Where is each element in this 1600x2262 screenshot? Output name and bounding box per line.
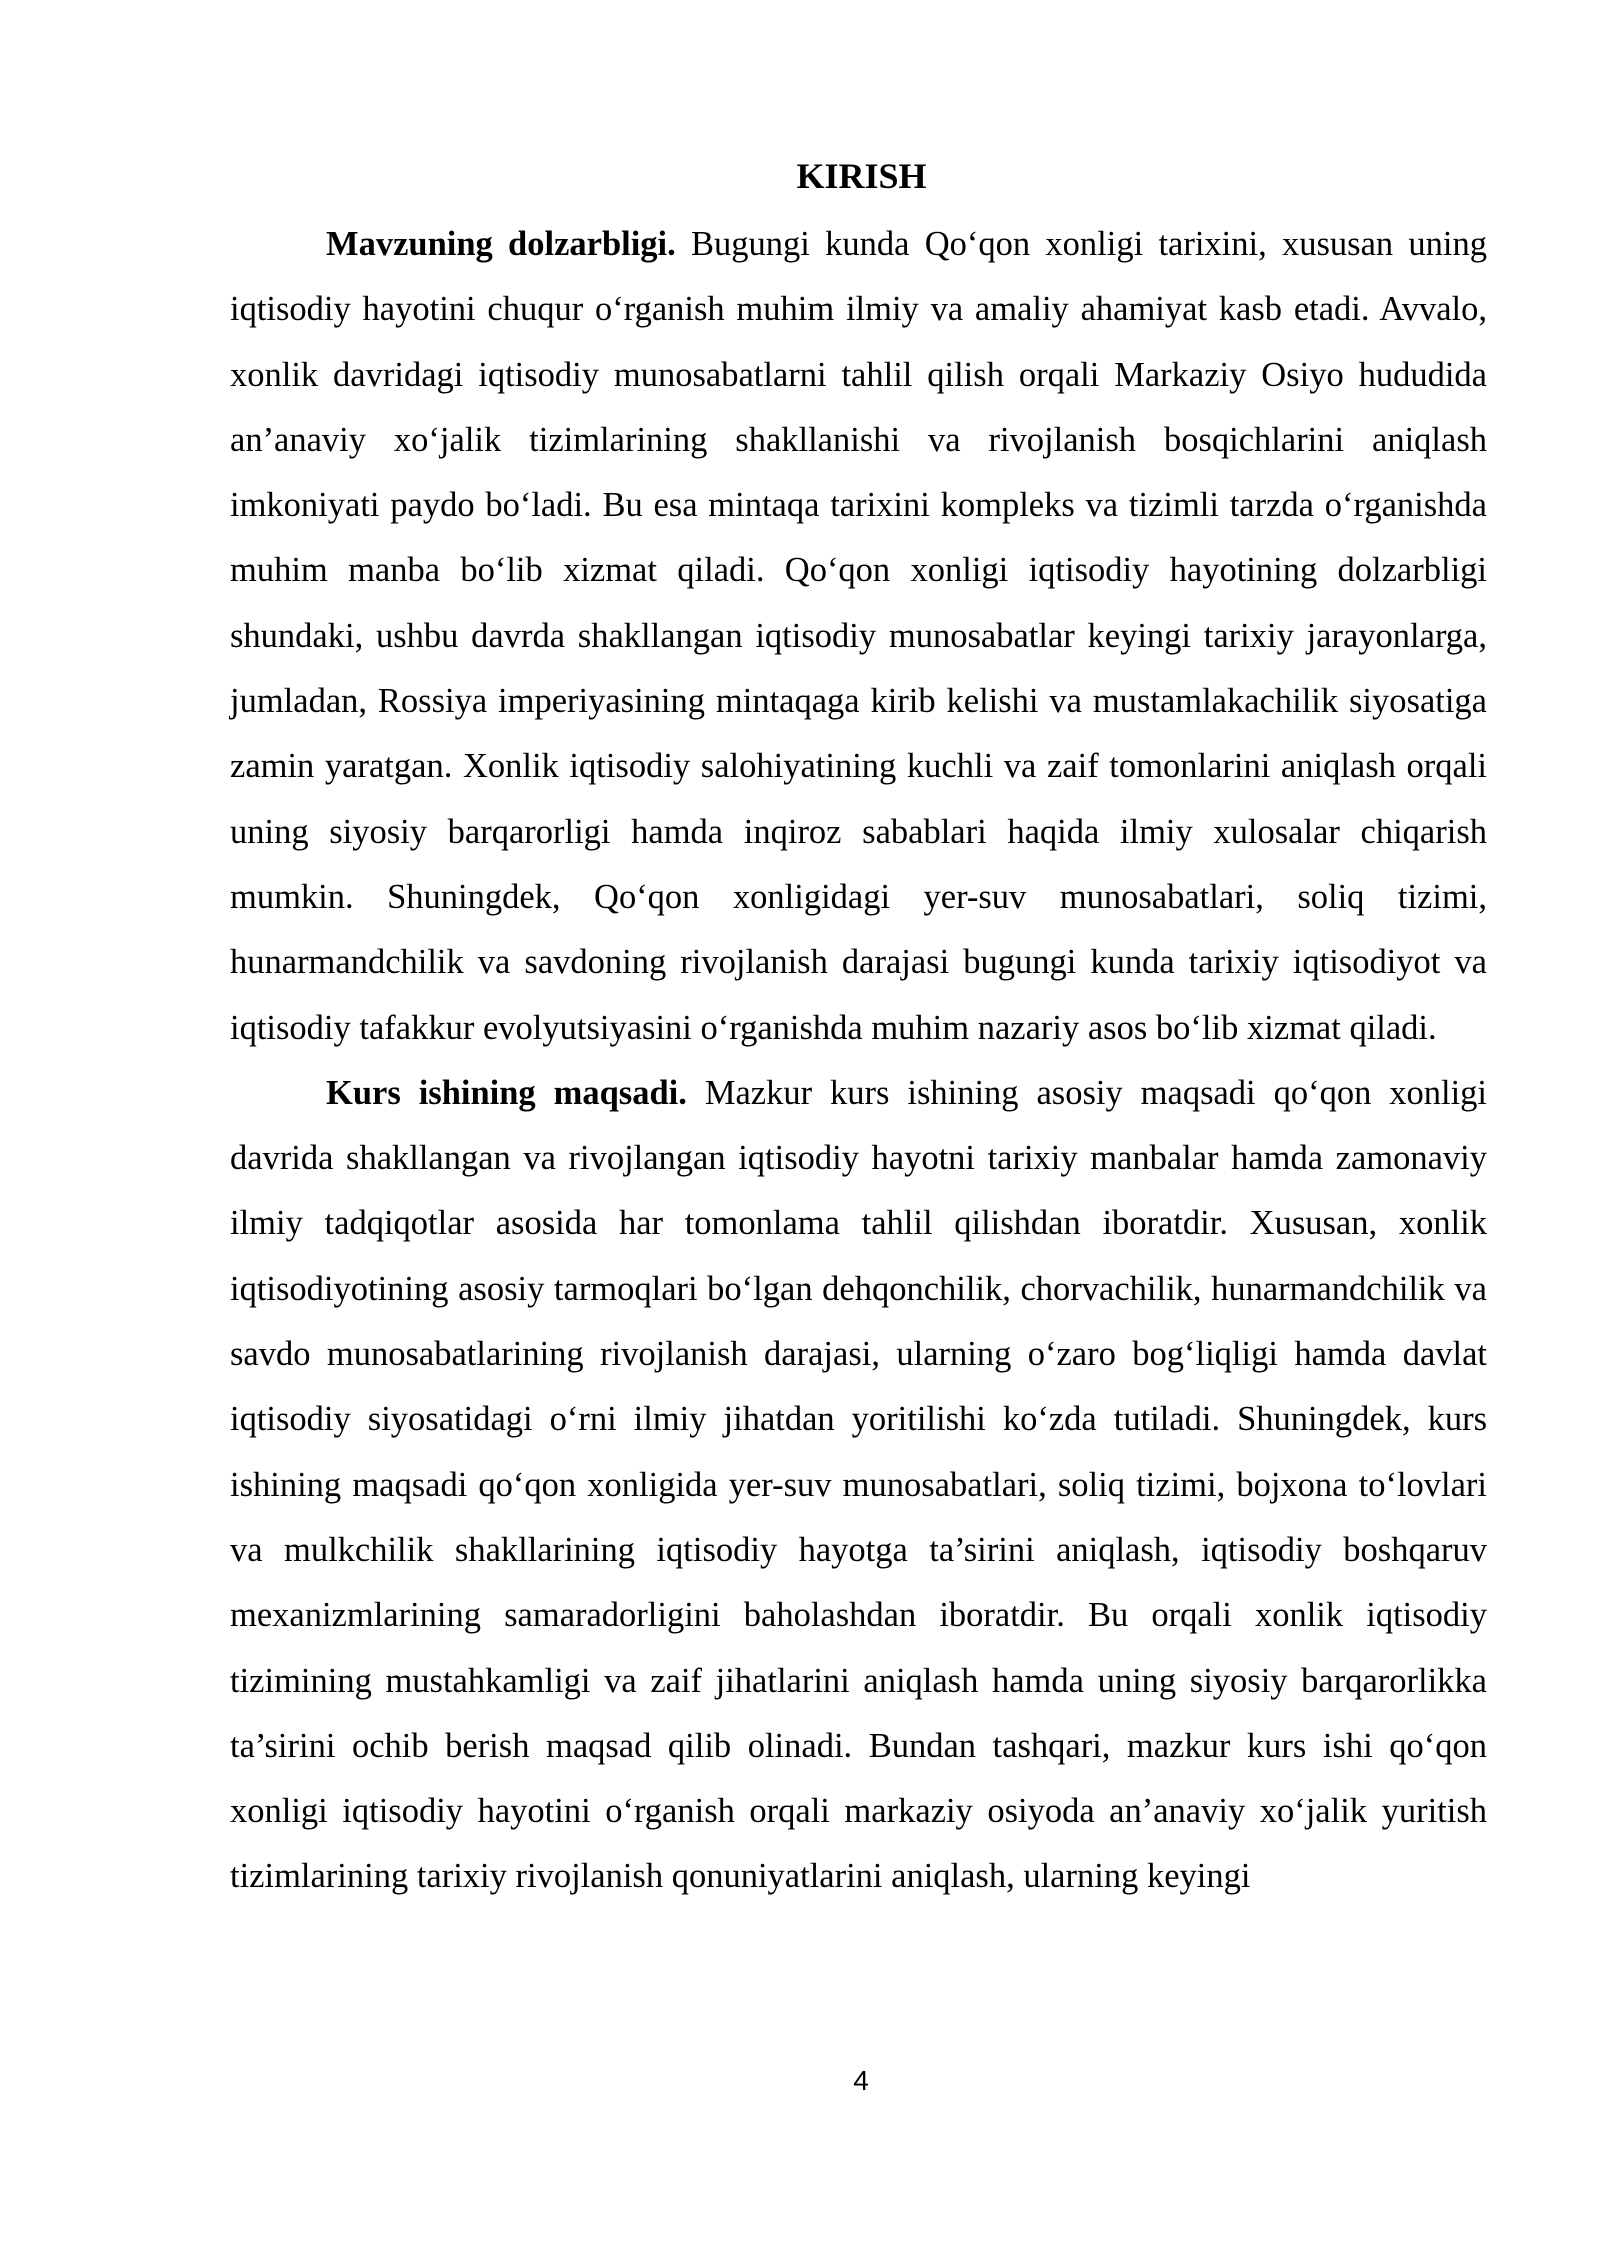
paragraph-text-relevance: Bugungi kunda Qo‘qon xonligi tarixini, xususan uning iqtisodiy hayotini chuqur o‘rganish muhim ilmiy va amaliy ahamiyat kasb etadi. Avvalo, xonlik davridagi iqtisodiy munosabatlarni tahlil qilish orqali Markaziy Osiyo hududida an’anaviy xo‘jalik tizimlarining shakllanishi va rivojlanish bosqichlarini aniqlash imkoniyati paydo bo‘ladi. Bu esa mintaqa tarixini kompleks va tizimli tarzda o‘rganishda muhim manba bo‘lib xizmat qiladi. Qo‘qon xonligi iqtisodiy hayotining dolzarbligi shundaki, ushbu davrda shakllangan iqtisodiy munosabatlar keyingi tarixiy jarayonlarga, jumladan, Rossiya imperiyasining mintaqaga kirib kelishi va mustamlakachilik siyosatiga zamin yaratgan. Xonlik iqtisodiy salohiyatining kuchli va zaif tomonlarini aniqlash orqali uning siyosiy barqarorligi hamda inqiroz sabablari haqida ilmiy xulosalar chiqarish mumkin. Shuningdek, Qo‘qon xonligidagi yer-suv munosabatlari, soliq tizimi, hunarmandchilik va savdoning rivojlanish darajasi bugungi kunda tarixiy iqtisodiyot va iqtisodiy tafakkur evolyutsiyasini o‘rganishda muhim nazariy asos bo‘lib xizmat qiladi. (230, 225, 1487, 1047)
page-number: 4 (853, 2065, 869, 2096)
page-heading: KIRISH (796, 156, 927, 196)
paragraph-relevance (230, 212, 1487, 1061)
paragraph-text-goal: Mazkur kurs ishining asosiy maqsadi qo‘qon xonligi davrida shakllangan va rivojlangan iqtisodiy hayotni tarixiy manbalar hamda zamonaviy ilmiy tadqiqotlar asosida har tomonlama tahlil qilishdan iboratdir. Xususan, xonlik iqtisodiyotining asosiy tarmoqlari bo‘lgan dehqonchilik, chorvachilik, hunarmandchilik va savdo munosabatlarining rivojlanish darajasi, ularning o‘zaro bog‘liqligi hamda davlat iqtisodiy siyosatidagi o‘rni ilmiy jihatdan yoritilishi ko‘zda tutiladi. Shuningdek, kurs ishining maqsadi qo‘qon xonligida yer-suv munosabatlari, soliq tizimi, bojxona to‘lovlari va mulkchilik shakllarining iqtisodiy hayotga ta’sirini aniqlash, iqtisodiy boshqaruv mexanizmlarining samaradorligini baholashdan iboratdir. Bu orqali xonlik iqtisodiy tizimining mustahkamligi va zaif jihatlarini aniqlash hamda uning siyosiy barqarorlikka ta’sirini ochib berish maqsad qilib olinadi. Bundan tashqari, mazkur kurs ishi qo‘qon xonligi iqtisodiy hayotini o‘rganish orqali markaziy osiyoda an’anaviy xo‘jalik yuritish tizimlarining tarixiy rivojlanish qonuniyatlarini aniqlash, ularning keyingi (230, 1073, 1487, 1896)
paragraph-lead-relevance: Mavzuning dolzarbligi. (326, 225, 676, 263)
paragraph-goal (230, 1061, 1487, 1910)
page-content (230, 150, 1487, 1910)
paragraph-lead-goal: Kurs ishining maqsadi. (326, 1073, 687, 1112)
